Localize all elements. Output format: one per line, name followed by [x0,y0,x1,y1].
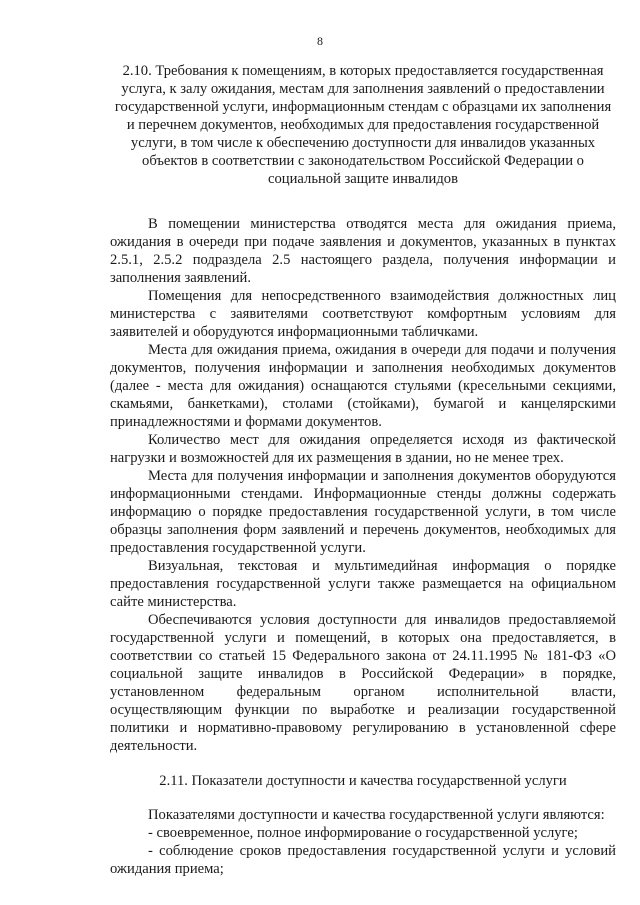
list-item: - своевременное, полное информирование о государственной услуге; [148,825,578,841]
list-item: - соблюдение сроков предоставления государственной услуги и условий ожидания приема; [110,843,616,877]
paragraph-indicators-intro: Показателями доступности и качества государственной услуги являются: [148,807,605,823]
paragraph-accessibility: Обеспечиваются условия доступности для инвалидов предоставляемой государственной услуги и помещений, в которых она предоставляется, в соответствии со статьей 15 Федерального закона от 24.11.1995 № 181-ФЗ «О социальной защите инвалидов в Российской Федерации» в порядке, установленном федеральным органом исполнительной власти, осуществляющим функции по выработке и реализации государственной политики и нормативно-правовому регулированию в установленной сфере деятельности. [110,612,616,754]
section-2-10-heading: 2.10. Требования к помещениям, в которых предоставляется государственная услуга, к залу ожидания, местам для заполнения заявлений о предоставлении государственной услуги, информационным стендам с образцами их заполнения и перечнем документов, необходимых для предоставления государственной услуги, в том числе к обеспечению доступности для инвалидов указанных объектов в соответствии с законодательством Российской Федерации о социальной защите инвалидов [114,63,612,187]
paragraph-waiting-equipment: Места для ожидания приема, ожидания в очереди для подачи и получения документов, получения информации и заполнения необходимых документов (далее - места для ожидания) оснащаются стульями (кресельными секциями, скамьями, банкетками), столами (стойками), бумагой и канцелярскими принадлежностями и формами документов. [110,342,616,430]
document-body [110,62,616,878]
paragraph-info-stands: Места для получения информации и заполнения документов оборудуются информационными стендами. Информационные стенды должны содержать информацию о порядке предоставления государственной услуги, в том числе образцы заполнения форм заявлений и перечень документов, необходимых для предоставления государственной услуги. [110,468,616,556]
paragraph-multimedia-info: Визуальная, текстовая и мультимедийная информация о порядке предоставления государственной услуги также размещается на официальном сайте министерства. [110,558,616,610]
page-number: 8 [317,34,323,48]
paragraph-seat-count: Количество мест для ожидания определяется исходя из фактической нагрузки и возможностей для их размещения в здании, но не менее трех. [110,432,616,466]
paragraph-interaction-rooms: Помещения для непосредственного взаимодействия должностных лиц министерства с заявителями соответствуют комфортным условиям для заявителей и оборудуются информационными табличками. [110,288,616,340]
paragraph-waiting-places: В помещении министерства отводятся места для ожидания приема, ожидания в очереди при подаче заявления и документов, указанных в пунктах 2.5.1, 2.5.2 подраздела 2.5 настоящего раздела, получения информации и заполнения заявлений. [110,216,616,286]
section-2-11-heading: 2.11. Показатели доступности и качества государственной услуги [159,773,567,789]
